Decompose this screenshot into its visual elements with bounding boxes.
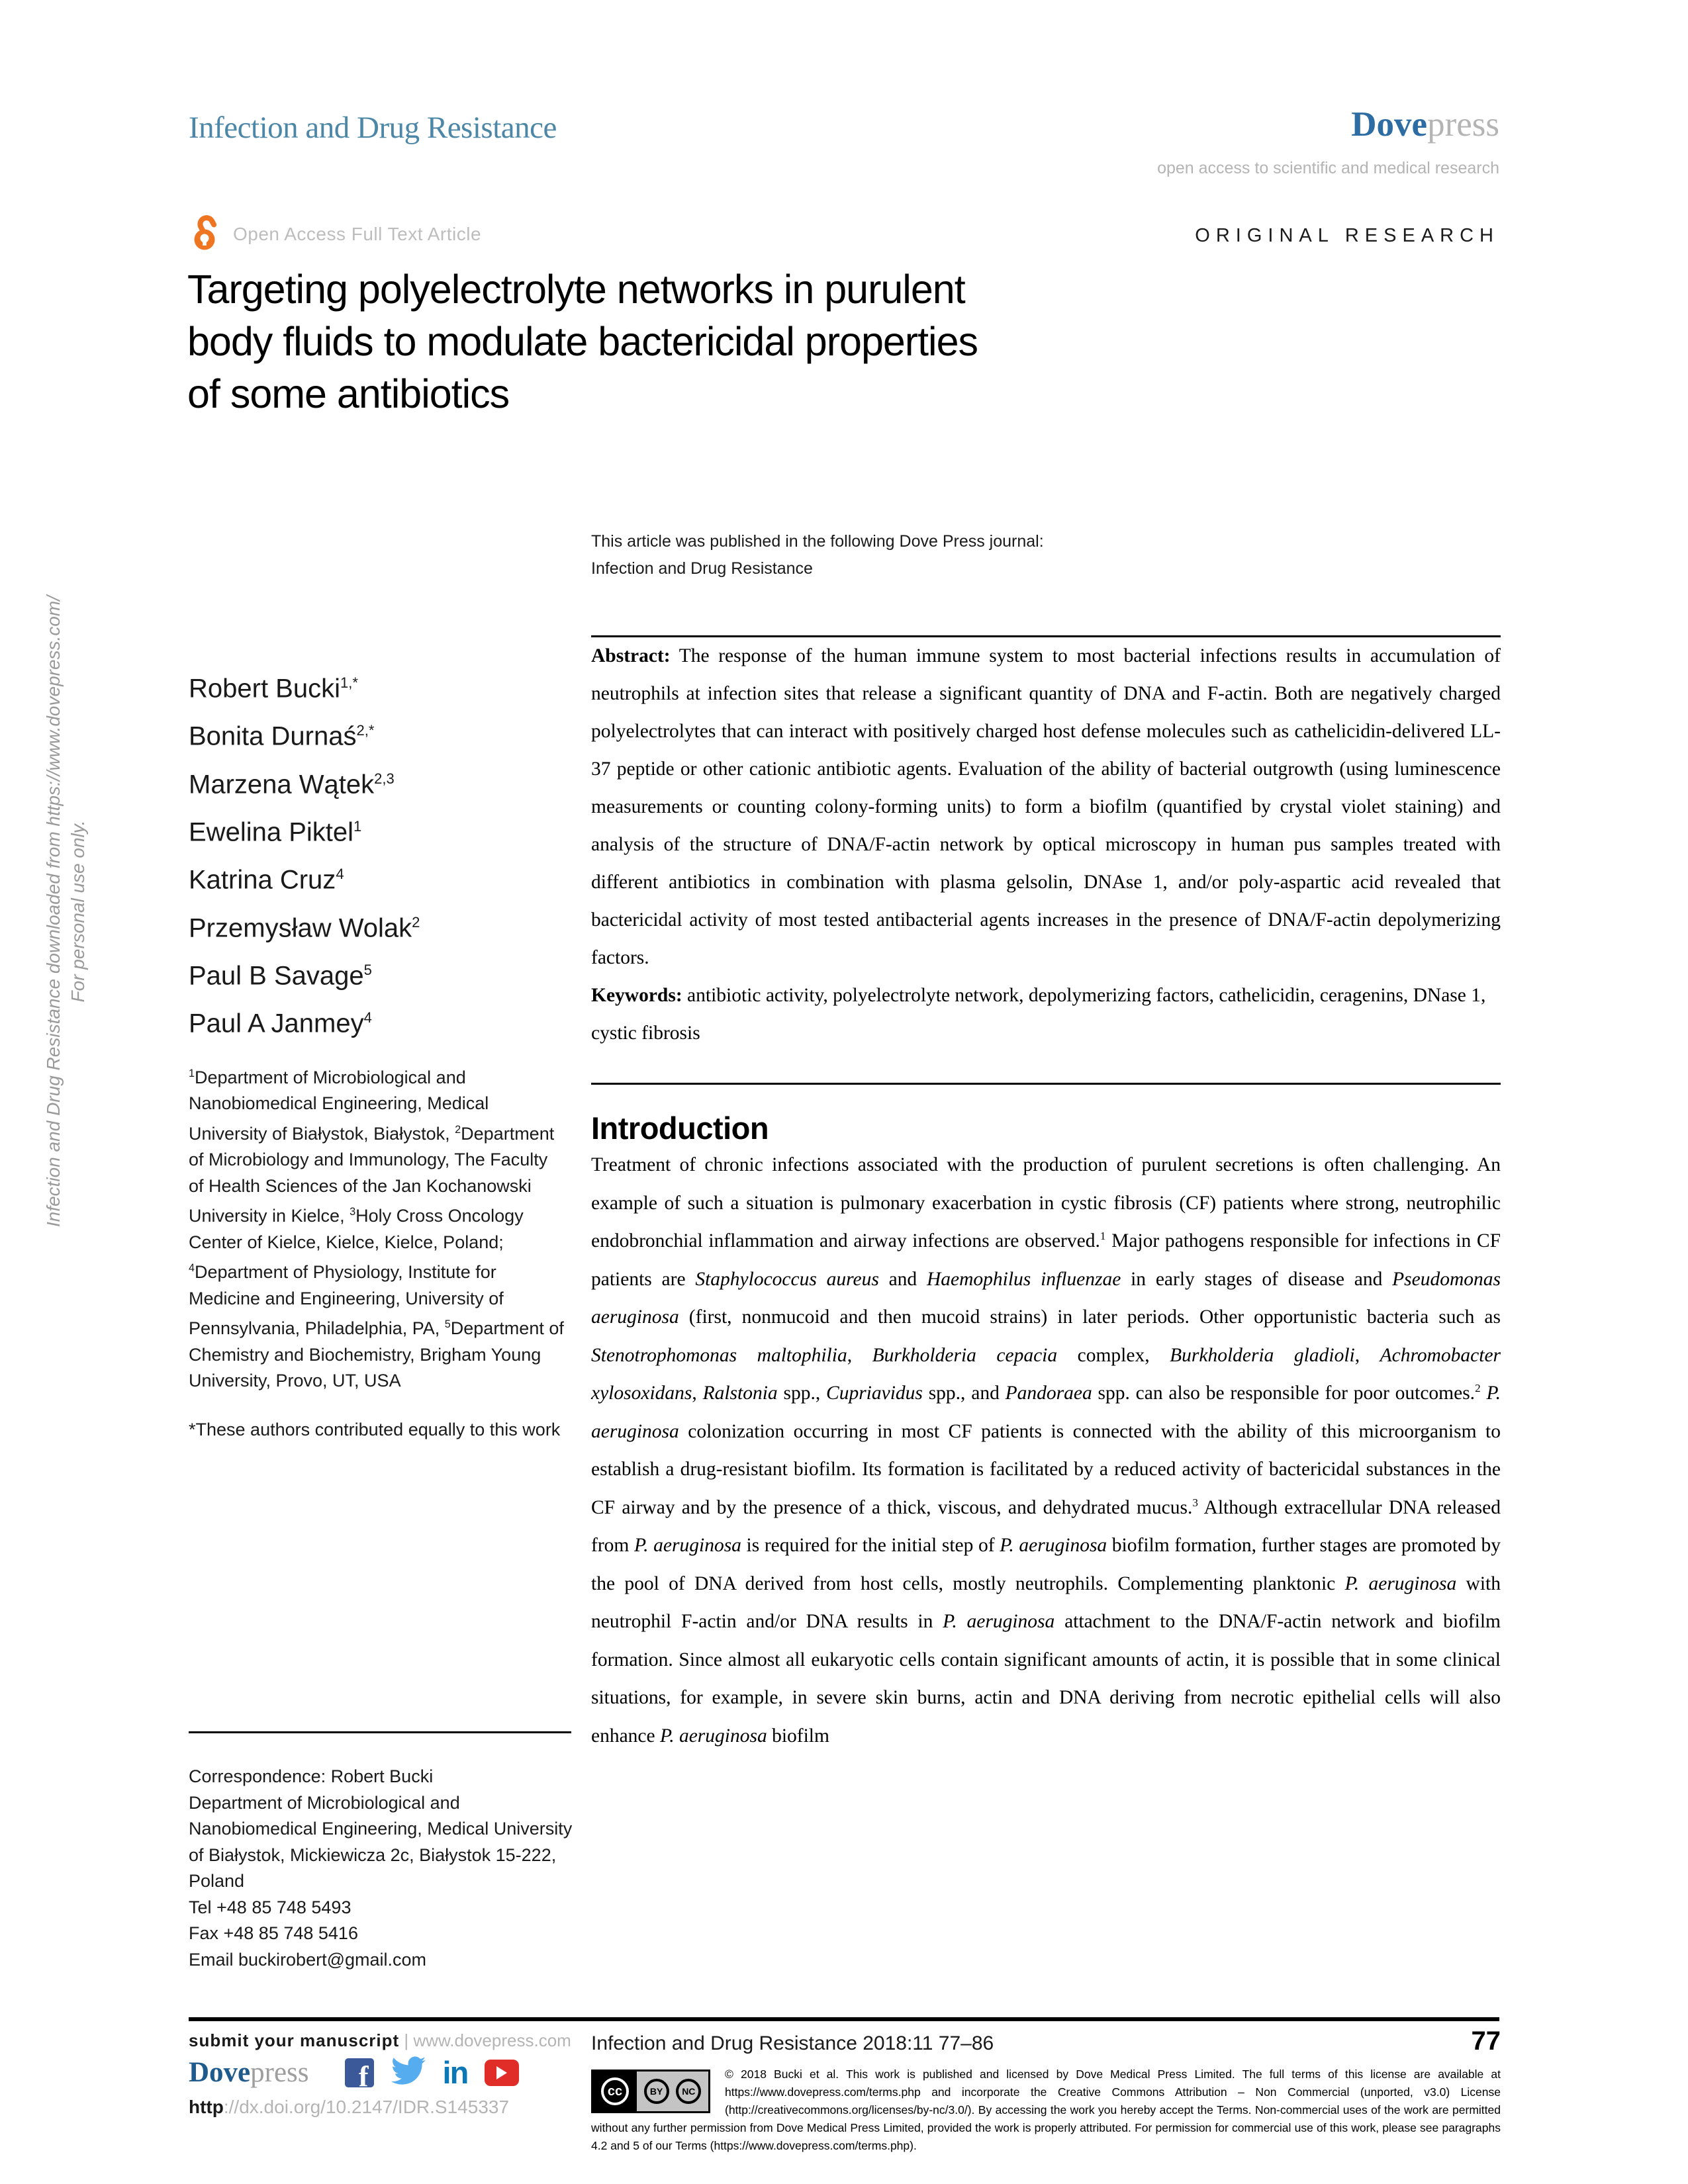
dovepress-logo [1351, 105, 1499, 144]
youtube-icon[interactable] [485, 2060, 519, 2086]
correspondence-text: Correspondence: Robert Bucki Department of Microbiological and Nanobiomedical Engineering, Medical University of Białystok, Mickiewicza 2c, Białystok 15-222, Poland Tel +48 85 748 5493 Fax +48 85 748 5416 Email buckirobert@gmail.com [189, 1766, 573, 1970]
facebook-icon[interactable]: f [345, 2058, 374, 2087]
page-number: 77 [1471, 2026, 1501, 2056]
open-access-icon [191, 213, 220, 255]
dovepress-footer-logo-dove: Dove [189, 2057, 251, 2088]
cc-by-nc-logo: BY NC [637, 2071, 708, 2111]
dovepress-logo-press: press [1427, 105, 1499, 144]
license-text: © 2018 Bucki et al. This work is published and licensed by Dove Medical Press Limited. The full terms of this license are available at https://www.dovepress.com/terms.php and incorporate the Creative Commons Attribution – Non Commercial (unported, v3.0) License (http://creativecommons.org/licenses/by-nc/3.0/). By accessing the work you hereby accept the Terms. Non-commercial uses of the work are permitted without any further permission from Dove Medical Press Limited, provided the work is properly attributed. For permission for commercial use of this work, please see paragraphs 4.2 and 5 of our Terms (https://www.dovepress.com/terms.php). [591, 2068, 1501, 2152]
cc-logo: cc [593, 2071, 637, 2111]
dovepress-logo-dove: Dove [1351, 105, 1428, 144]
footer-left [189, 2030, 599, 2118]
footer-divider [189, 2017, 1499, 2021]
author: Marzena Wątek$^{2,3}$ [189, 769, 395, 799]
author: Katrina Cruz$^4$ [189, 865, 344, 895]
article-title: Targeting polyelectrolyte networks in purulent body fluids to modulate bactericidal properties of some antibiotics [187, 267, 978, 416]
submit-manuscript-line [189, 2030, 599, 2051]
dovepress-footer-logo-press: press [250, 2057, 309, 2088]
published-in-note [591, 528, 1044, 582]
publisher-tagline: open access to scientific and medical research [1157, 159, 1499, 177]
keywords-bottom-divider [591, 1083, 1501, 1085]
open-access-label: Open Access Full Text Article [233, 224, 482, 244]
license-block [591, 2066, 1501, 2155]
doi-link[interactable] [189, 2097, 599, 2118]
published-in-line1: This article was published in the following Dove Press journal: [591, 532, 1044, 551]
dovepress-footer-logo [189, 2056, 309, 2089]
keywords-text: Keywords: antibiotic activity, polyelectrolyte network, depolymerizing factors, cathelicidin, ceragenins, DNase 1, cystic fibrosis [591, 985, 1486, 1044]
author-list [189, 662, 566, 1045]
equal-contribution-note: *These authors contributed equally to this work [189, 1419, 561, 1439]
doi-path: ://dx.doi.org/10.2147/IDR.S145337 [223, 2097, 510, 2117]
right-column [591, 635, 1501, 1755]
download-watermark [41, 531, 90, 1292]
introduction-heading: Introduction [591, 1111, 769, 1146]
download-watermark-line1: Infection and Drug Resistance downloaded from https://www.dovepress.com/ [43, 595, 64, 1228]
correspondence-divider [189, 1731, 571, 1733]
social-links [345, 2054, 520, 2093]
twitter-icon[interactable] [391, 2056, 426, 2089]
author: Paul A Janmey$^4$ [189, 1009, 372, 1038]
author: Robert Bucki$^{1,*}$ [189, 674, 358, 704]
doi-scheme: http [189, 2097, 224, 2117]
author: Paul B Savage$^5$ [189, 961, 372, 991]
correspondence-block [189, 1731, 573, 1973]
journal-citation: Infection and Drug Resistance 2018:11 77–86 [591, 2032, 994, 2054]
author: Przemysław Wolak$^2$ [189, 913, 420, 942]
author: Bonita Durnaś$^{2,*}$ [189, 721, 375, 751]
journal-name: Infection and Drug Resistance [189, 111, 557, 145]
footer-right [591, 2026, 1501, 2155]
introduction-text: Treatment of chronic infections associated with the production of purulent secretions is often challenging. An example of such a situation is pulmonary exacerbation in cystic fibrosis (CF) patients where strong, neutrophilic endobronchial inflammation and airway infections are observed.$^1$ Major pathogens responsible for infections in CF patients are Staphylococcus aureus and Haemophilus influenzae in early stages of disease and Pseudomonas aeruginosa (first, nonmucoid and then mucoid strains) in later periods. Other opportunistic bacteria such as Stenotrophomonas maltophilia, Burkholderia cepacia complex, Burkholderia gladioli, Achromobacter xylosoxidans, Ralstonia spp., Cupriavidus spp., and Pandoraea spp. can also be responsible for poor outcomes.$^2$ P. aeruginosa colonization occurring in most CF patients is connected with the ability of this microorganism to establish a drug-resistant biofilm. Its formation is facilitated by a reduced activity of bactericidal substances in the CF airway and by the presence of a thick, viscous, and dehydrated mucus.$^3$ Although extracellular DNA released from P. aeruginosa is required for the initial step of P. aeruginosa biofilm formation, further stages are promoted by the pool of DNA derived from host cells, mostly neutrophils. Complementing planktonic P. aeruginosa with neutrophil F-actin and/or DNA results in P. aeruginosa attachment to the DNA/F-actin network and biofilm formation. Since almost all eukaryotic cells contain significant amounts of actin, it is possible that in some clinical situations, for example, in severe skin burns, actin and DNA deriving from necrotic epithelial cells will also enhance P. aeruginosa biofilm [591, 1154, 1501, 1747]
linkedin-icon[interactable]: in [442, 2054, 468, 2090]
left-column [189, 662, 566, 1443]
submit-separator: | [404, 2030, 409, 2050]
published-in-line2: Infection and Drug Resistance [591, 559, 813, 578]
download-watermark-line2: For personal use only. [68, 820, 88, 1003]
creative-commons-badge [591, 2070, 710, 2113]
article-type-label: ORIGINAL RESEARCH [1195, 225, 1499, 246]
author: Ewelina Piktel$^1$ [189, 817, 362, 847]
citation-row [591, 2026, 1501, 2056]
abstract-text: Abstract: The response of the human immune system to most bacterial infections results in accumulation of neutrophils at infection sites that release a significant quantity of DNA and F-actin. Both are negatively charged polyelectrolytes that can interact with positively charged host defense molecules such as cathelicidin-delivered LL-37 peptide or other cationic antibiotic agents. Evaluation of the ability of bacterial outgrowth (using luminescence measurements or counting colony-forming units) to form a biofilm (quantified by crystal violet staining) and analysis of the structure of DNA/F-actin network by optical microscopy in human pus samples treated with different antibiotics in combination with plasma gelsolin, DNAse 1, and/or poly-aspartic acid revealed that bactericidal activity of most tested antibacterial agents increases in the presence of DNA/F-actin depolymerizing factors. [591, 645, 1501, 968]
footer-logo-row [189, 2054, 599, 2093]
submit-manuscript-url[interactable]: www.dovepress.com [413, 2030, 571, 2050]
affiliations: $^1$Department of Microbiological and Nanobiomedical Engineering, Medical University of Białystok, Białystok, $^2$Department of Microbiology and Immunology, The Faculty of Health Sciences of the Jan Kochanowski University in Kielce, $^3$Holy Cross Oncology Center of Kielce, Kielce, Kielce, Poland; $^4$Department of Physiology, Institute for Medicine and Engineering, University of Pennsylvania, Philadelphia, PA, $^5$Department of Chemistry and Biochemistry, Brigham Young University, Provo, UT, USA [189, 1067, 564, 1391]
submit-manuscript-label: submit your manuscript [189, 2030, 400, 2050]
